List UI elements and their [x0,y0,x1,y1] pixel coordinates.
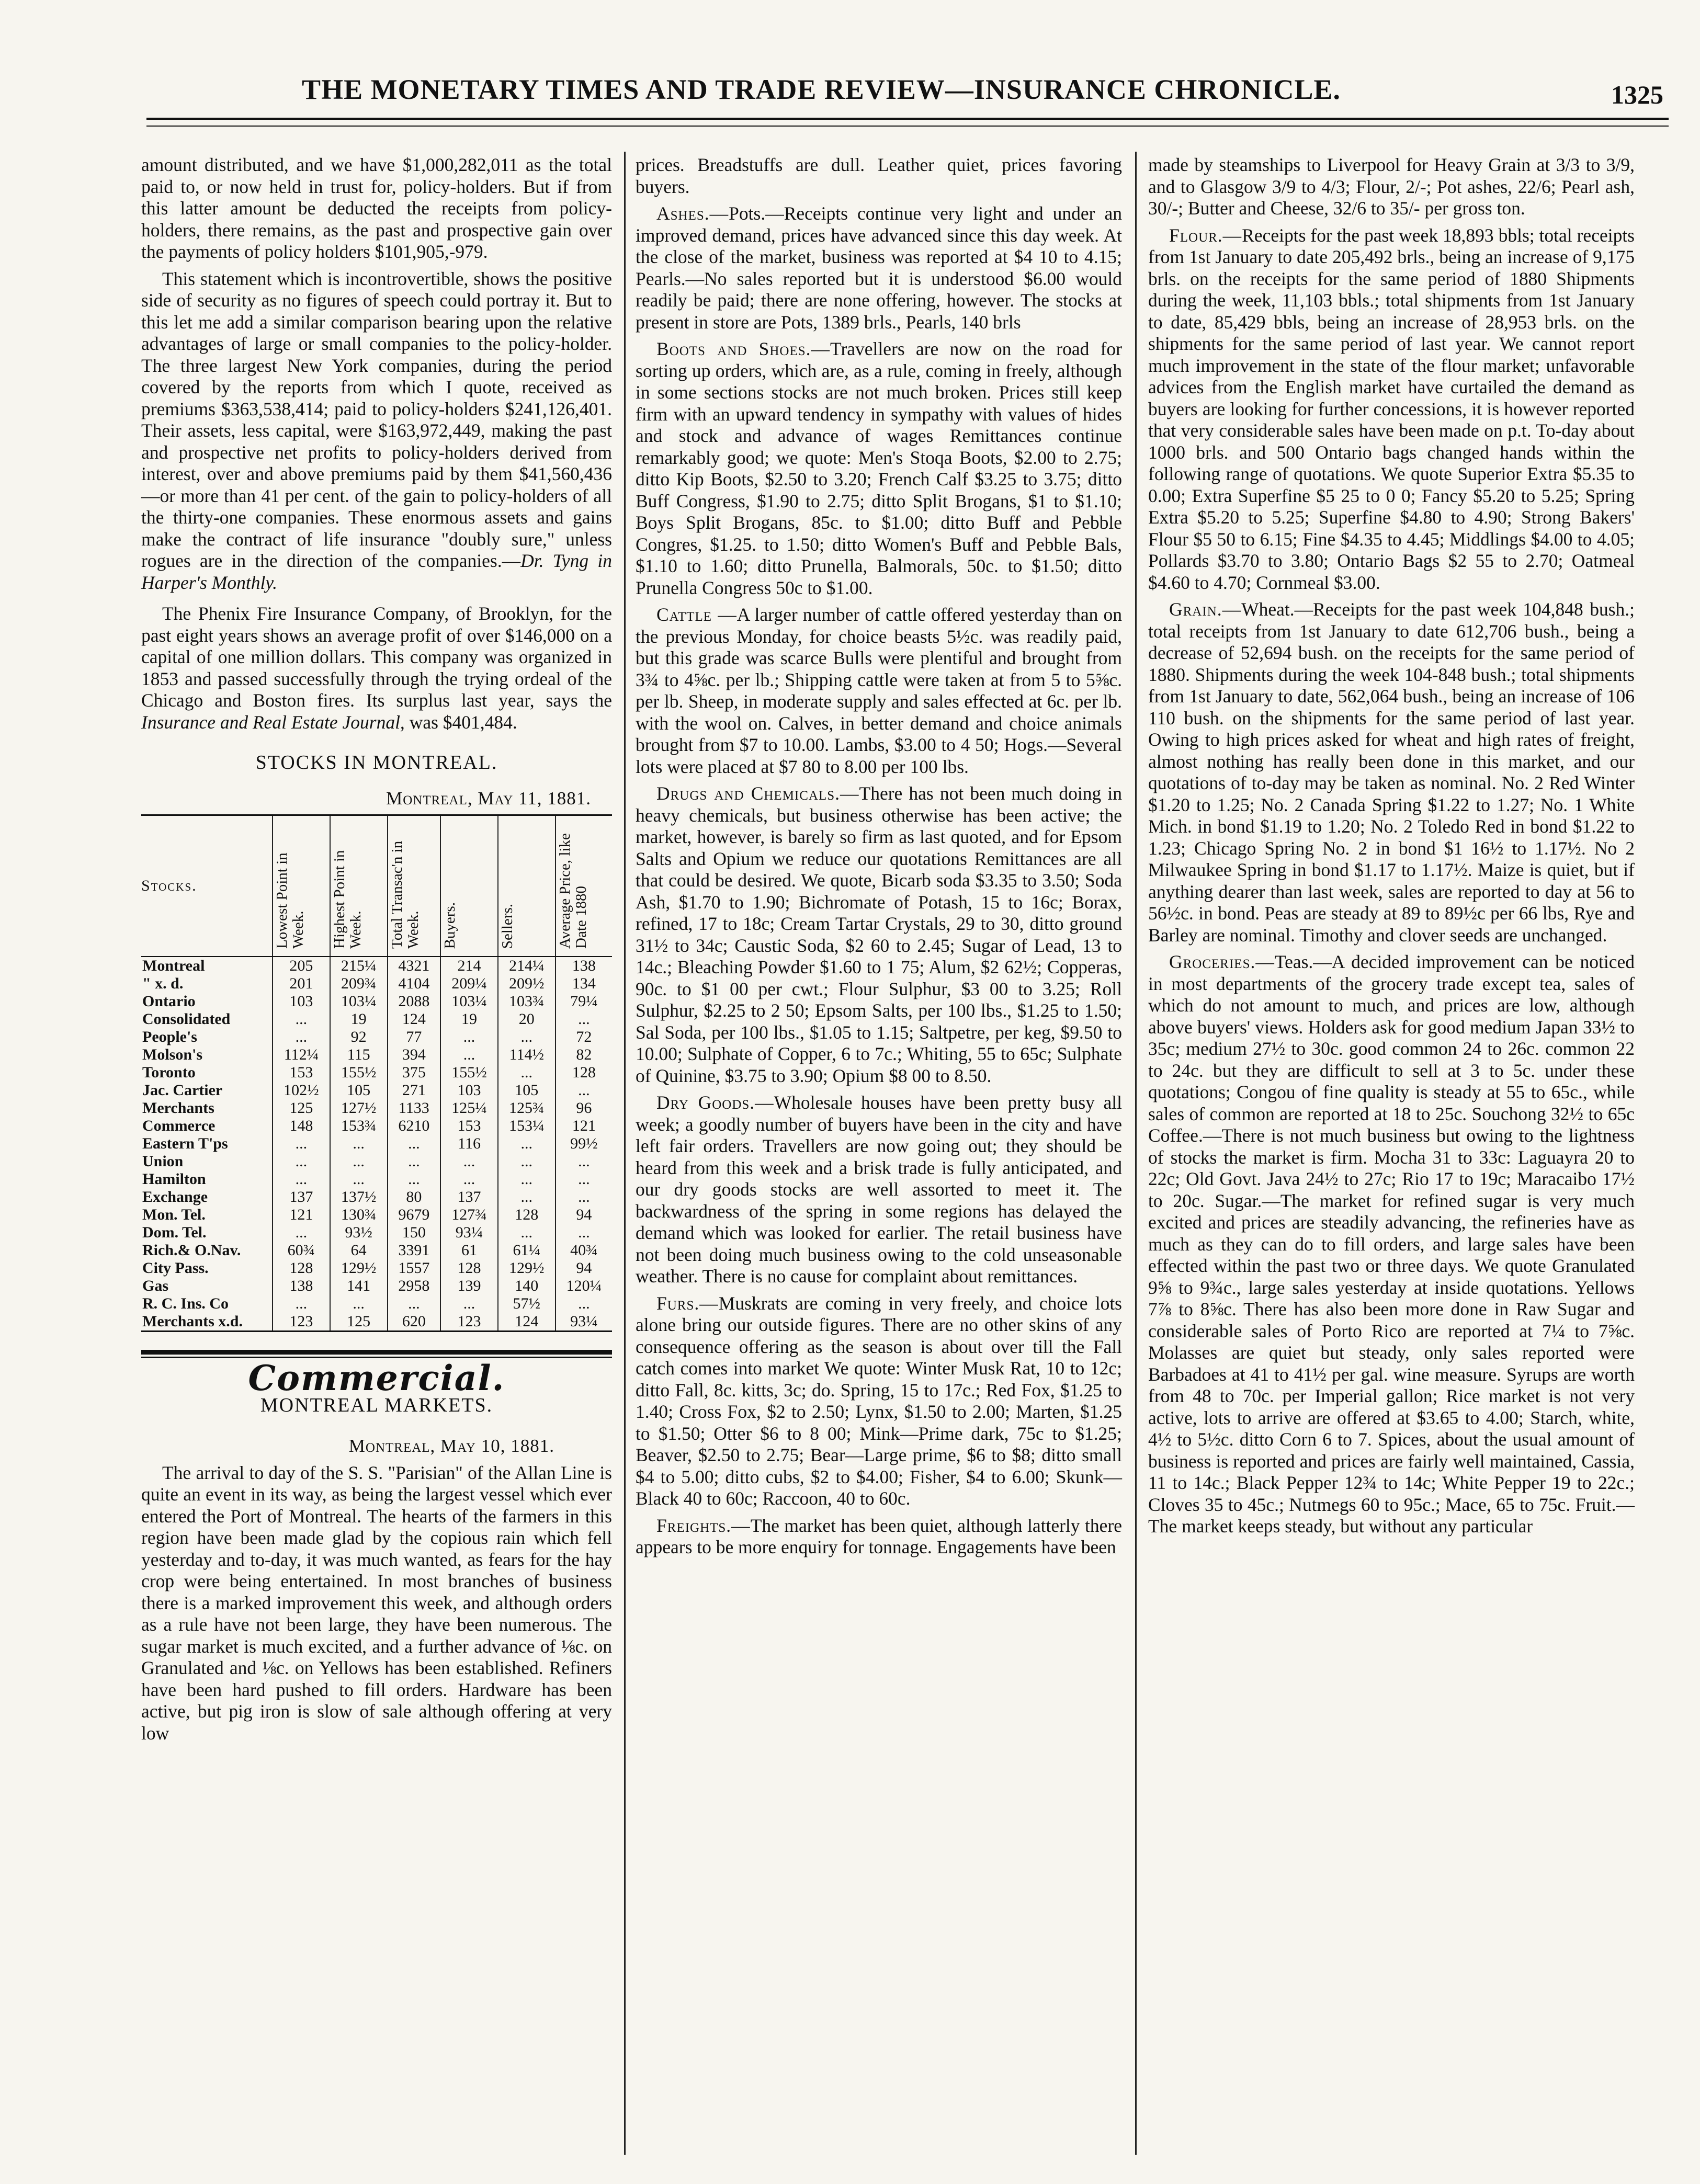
stock-name-cell: " x. d. [142,975,184,992]
stock-name-cell: Ontario [142,993,196,1010]
stock-name-cell: Merchants x.d. [141,1313,273,1332]
stock-value-cell: 205 [273,957,330,975]
stock-value-cell: 103¼ [440,993,498,1010]
stock-value-cell: 4104 [388,975,441,993]
stock-value-cell: 96 [556,1099,612,1117]
stock-value-cell: 103 [440,1082,498,1099]
stock-value-cell: 127½ [330,1099,388,1117]
stock-value-cell: 137½ [330,1188,388,1206]
stock-value-cell: 64 [330,1242,388,1259]
stocks-table [141,814,612,1332]
table-row [141,1242,612,1259]
stock-value-cell: 129½ [498,1259,556,1277]
stock-value-cell: 214¼ [498,957,556,975]
stock-value-cell: 140 [498,1277,556,1295]
stock-value-cell: ... [388,1295,441,1313]
masthead-title: THE MONETARY TIMES AND TRADE REVIEW—INSURANCE CHRONICLE. [302,74,1341,105]
table-row [141,1082,612,1099]
stock-value-cell: 103¾ [498,993,556,1010]
grain-heading: Grain.— [1169,599,1242,620]
stock-value-cell: 139 [440,1277,498,1295]
stock-value-cell: 153¼ [498,1117,556,1135]
stocks-table-body [141,957,612,1332]
stock-value-cell: 121 [556,1117,612,1135]
grain-text: Wheat.—Receipts for the past week 104,848 bush.; total receipts from 1st January to date 612,706 bush., being a decrease of 52,694 bush. on the receipts for the same period of 1880. Shipments during the week 104-848 bush.; total shipments from 1st January to date, 562,064 bush., being an increase of 106 110 bush. on the shipments for the same period of last year. Owing to high prices asked for wheat and high rates of freight, almost nothing has really been done in this market, and our quotations of to-day may be taken as nominal. No. 2 Red Winter $1.20 to 1.25; No. 2 Canada Spring $1.22 to 1.27; No. 1 White Mich. in bond $1.19 to 1.20; No. 2 Toledo Red in bond $1.22 to 1.23; Chicago Spring No. 2 in bond $1 16½ to 1.17½. No 2 Milwaukee Spring in bond $1.17 to 1.17½. Maize is quiet, but if anything dearer than last week, sales are reported to day at 56 to 56½c. in bond. Peas are steady at 89 to 89½c per 66 lbs, Rye and Barley are nominal. Timothy and clover seeds are unchanged. [1148,599,1635,946]
stock-value-cell: 120¼ [556,1277,612,1295]
stock-value-cell: 99½ [556,1135,612,1153]
flour-paragraph [1148,225,1635,594]
header-highest: Highest Point in Week. [330,815,388,957]
freights-heading: Freights.— [656,1515,751,1536]
table-row [141,1224,612,1242]
table-row [141,1206,612,1224]
header-lowest: Lowest Point in Week. [273,815,330,957]
stock-value-cell: 123 [273,1313,330,1332]
dry-goods-paragraph [636,1092,1122,1288]
stock-value-cell: ... [388,1170,441,1188]
stock-value-cell: 6210 [388,1117,441,1135]
phenix-paragraph [141,603,612,733]
stock-value-cell: 2088 [388,993,441,1010]
stocks-dateline: Montreal, May 11, 1881. [386,788,591,809]
stock-value-cell: 125 [330,1313,388,1332]
stock-value-cell: 138 [273,1277,330,1295]
commercial-heading: Commercial. [248,1358,505,1398]
stock-value-cell: 209½ [498,975,556,993]
stock-value-cell: 94 [556,1259,612,1277]
insurance-paragraph-2 [141,268,612,594]
furs-text: Muskrats are coming in very freely, and choice lots alone bring our outside figures. There are no other skins of any consequence offering as the season is about over till the Fall catch comes into market We quote: Winter Musk Rat, 10 to 12c; ditto Fall, 8c. kitts, 3c; do. Spring, 15 to 17c.; Red Fox, $1.25 to 1.40; Cross Fox, $2 to 2.50; Lynx, $1.50 to 2.00; Marten, $1.25 to $1.50; Otter $6 to 8 00; Mink—Prime dark, 75c to $1.25; Beaver, $2.50 to 2.75; Bear—Large prime, $6 to $8; ditto small $4 to 5.00; ditto cubs, $2 to $4.00; Fisher, $4 to 6.00; Skunk—Black 40 to 60c; Raccoon, 40 to 60c. [636,1292,1122,1509]
stock-value-cell: 92 [330,1028,388,1046]
column-3 [1148,154,1635,1543]
stocks-table-header [141,815,612,957]
stock-value-cell: ... [498,1224,556,1242]
stock-value-cell: ... [388,1153,441,1170]
dry-goods-text: Wholesale houses have been pretty busy all week; a goodly number of buyers have been in the city and have left fair orders. Travellers are now going out; they should be heard from this week and a brisk trade is fully anticipated, and our dry goods stocks are well assorted to meet it. The backwardness of the spring in some regions has delayed the demand which was looked for earlier. The retail business have not been doing much business owing to the cold unseasonable weather. There is no cause for complaint about remittances. [636,1092,1122,1287]
markets-heading: MONTREAL MARKETS. [260,1394,493,1416]
stock-value-cell: 620 [388,1313,441,1332]
stock-value-cell: 61 [440,1242,498,1259]
stock-value-cell: 125 [273,1099,330,1117]
stock-value-cell: 394 [388,1046,441,1064]
stock-value-cell: 60¾ [273,1242,330,1259]
page-header [152,68,1669,115]
column-divider-1 [624,152,626,2155]
dry-goods-heading: Dry Goods.— [656,1092,774,1113]
stock-value-cell: 93¼ [440,1224,498,1242]
table-row [141,1295,612,1313]
stock-value-cell: 3391 [388,1242,441,1259]
stock-value-cell: 19 [330,1010,388,1028]
stock-value-cell: 79¼ [556,993,612,1010]
stock-value-cell: 134 [556,975,612,993]
stock-name-cell: Union [142,1153,184,1170]
stock-value-cell: ... [556,1010,612,1028]
ashes-heading: Ashes.— [656,203,729,224]
freights-continued: made by steamships to Liverpool for Heavy Grain at 3/3 to 3/9, and to Glasgow 3/9 to 4/3; Flour, 2/-; Pot ashes, 22/6; Pearl ash, 30/-; Butter and Cheese, 32/6 to 35/- per gross ton. [1148,154,1635,219]
stock-value-cell: 2958 [388,1277,441,1295]
stock-value-cell: ... [498,1188,556,1206]
stock-value-cell: 102½ [273,1082,330,1099]
commercial-rule-thick [141,1350,612,1355]
flour-heading: Flour.— [1169,224,1242,246]
stock-value-cell: 155½ [440,1064,498,1082]
stock-value-cell: 114½ [498,1046,556,1064]
stock-value-cell: 201 [273,975,330,993]
header-sellers: Sellers. [498,815,556,957]
stock-value-cell: 128 [556,1064,612,1082]
stock-value-cell: 121 [273,1206,330,1224]
stock-name-cell: Merchants [142,1099,214,1117]
stock-value-cell: ... [498,1153,556,1170]
table-row [141,975,612,993]
stock-value-cell: ... [440,1170,498,1188]
stock-value-cell: 375 [388,1064,441,1082]
stock-value-cell: ... [498,1064,556,1082]
stock-name-cell: Exchange [142,1188,208,1205]
phenix-paragraph-text: The Phenix Fire Insurance Company, of Brooklyn, for the past eight years shows an average profit of over $146,000 on a capital of one million dollars. This company was organized in 1853 and passed successfully through the trying ordeal of the Chicago and Boston fires. Its surplus last year, says the [141,603,612,711]
stock-value-cell: 77 [388,1028,441,1046]
table-row [141,1064,612,1082]
flour-text: Receipts for the past week 18,893 bbls; total receipts from 1st January to date 205,492 brls., being an increase of 9,175 brls. on the receipts for the same period of 1880 Shipments during the week, 11,103 bbls.; total shipments from 1st January to date, 85,429 bbls, being an increase of 28,953 brls. on the shipments for the same period of last year. We cannot report much improvement in the state of the flour market; unfavorable advices from the English market have curtailed the demand as buyers are looking for further concessions, it is however reported that very considerable sales have been made on p.t. To-day about 1000 brls. and 500 Ontario bags changed hands within the following range of quotations. We quote Superior Extra $5.35 to 0.00; Extra Superfine $5 25 to 0 0; Fancy $5.20 to 5.25; Spring Extra $5.20 to 5.25; Superfine $4.80 to 4.90; Strong Bakers' Flour $5 50 to 6.15; Fine $4.35 to 4.45; Middlings $4.00 to 4.05; Pollards $3.70 to 3.80; Ontario Bags $2 55 to 2.70; Oatmeal $4.60 to 4.70; Cornmeal $3.00. [1148,224,1635,593]
table-row [141,1117,612,1135]
freights-text: The market has been quiet, although latterly there appears to be more enquiry for tonnage. Engagements have been [636,1515,1122,1557]
boots-heading: Boots and Shoes.— [656,338,831,359]
stock-value-cell: ... [330,1153,388,1170]
stock-value-cell: 93½ [330,1224,388,1242]
stock-value-cell: ... [440,1046,498,1064]
stock-value-cell: 128 [273,1259,330,1277]
stock-name-cell: Rich.& O.Nav. [142,1242,241,1259]
stock-value-cell: 148 [273,1117,330,1135]
stock-name-cell: Jac. Cartier [142,1082,223,1099]
insurance-paragraph-2-source: Dr. Tyng in Harper's Monthly. [141,550,613,593]
stock-value-cell: 150 [388,1224,441,1242]
table-row [141,1153,612,1170]
stock-value-cell: 125¼ [440,1099,498,1117]
stock-value-cell: 129½ [330,1259,388,1277]
stock-value-cell: ... [273,1135,330,1153]
stock-value-cell: 137 [440,1188,498,1206]
stock-value-cell: 128 [498,1206,556,1224]
stock-value-cell: 214 [440,957,498,975]
stock-value-cell: 4321 [388,957,441,975]
stock-value-cell: ... [556,1153,612,1170]
stock-value-cell: ... [556,1295,612,1313]
stock-value-cell: 141 [330,1277,388,1295]
stock-value-cell: ... [556,1224,612,1242]
column-1 [141,154,612,1749]
table-row [141,993,612,1010]
table-row [141,1099,612,1117]
cattle-text: A larger number of cattle offered yesterday than on the previous Monday, for choice beasts 5½c. was readily paid, but this grade was scarce Bulls were plentiful and brought from 3¾ to 4⅝c. per lb.; Shipping cattle were taken at from 5 to 5⅝c. per lb. Sheep, in moderate supply and sales effected at 6c. per lb. with the wool on. Calves, in better demand and choice animals brought from $7 to 10.00. Lambs, $3.00 to 4 50; Hogs.—Several lots were placed at $7 80 to 8.00 per 100 lbs. [636,604,1123,777]
stock-value-cell: 9679 [388,1206,441,1224]
stock-name-cell: Dom. Tel. [142,1224,207,1241]
table-row [141,957,612,975]
stock-value-cell: 103 [273,993,330,1010]
stock-value-cell: 127¾ [440,1206,498,1224]
groceries-heading: Groceries.— [1169,951,1275,972]
stock-value-cell: 61¼ [498,1242,556,1259]
stock-value-cell: 155½ [330,1064,388,1082]
stock-value-cell: 138 [556,957,612,975]
stock-value-cell: ... [556,1082,612,1099]
stock-value-cell: ... [388,1135,441,1153]
groceries-text: Teas.—A decided improvement can be noticed in most departments of the grocery trade except tea, sales of which do not amount to much, and prices are low, although above buyers' views. Holders ask for good medium Japan 33½ to 35c; medium 27½ to 30c. good common 24 to 26c. common 22 to 24c. but they are difficult to sell at 3 to 5c. under these quotations; Congou of fine quality is steady at 55 to 65c., while sales of common are reported at 18 to 25c. Souchong 32½ to 65c Coffee.—There is not much business but owing to the lightness of stocks the market is firm. Mocha 31 to 33c: Laguayra 20 to 22c; Old Govt. Java 24½ to 27c; Rio 17 to 19c; Maracaibo 17½ to 20c. Sugar.—The market for refined sugar is very much excited and prices are steadily advancing, the refineries have as much as they can do to fill orders, and large sales have been effected within the past two or three days. We quote Granulated 9⅝ to 9¾c., large sales yesterday at inside quotations. Yellows 7⅞ to 8⅝c. There has also been more done in Raw Sugar and considerable sales of Porto Rico are reported at 7¼ to 7⅝c. Molasses are quiet but steady, only sales reported were Barbadoes at 41 to 41½ per gal. wine measure. Syrups are worth from 48 to 70c. per Imperial gallon; Rice market is not very active, lots to arrive are offered at $3.65 to 4.00; Starch, white, 4½ to 5½c. ditto Corn 6 to 7. Spices, about the usual amount of business is reported and prices are fairly well maintained, Cassia, 11 to 14c.; Black Pepper 12¾ to 14c; White Pepper 19 to 22c.; Cloves 35 to 45c.; Nutmegs 60 to 95c.; Mace, 65 to 75c. Fruit.—The market keeps steady, but without any particular [1148,951,1635,1537]
stock-value-cell: 19 [440,1010,498,1028]
stock-value-cell: 94 [556,1206,612,1224]
stock-value-cell: 124 [388,1010,441,1028]
stock-name-cell: Toronto [142,1064,196,1081]
stock-value-cell: ... [273,1224,330,1242]
stock-value-cell: ... [556,1170,612,1188]
column-2 [636,154,1122,1564]
stock-value-cell: 215¼ [330,957,388,975]
stock-value-cell: ... [498,1028,556,1046]
insurance-paragraph-1: amount distributed, and we have $1,000,282,011 as the total paid to, or now held in trust for, policy-holders. But if from this latter amount be deducted the receipts from policy-holders, there remains, as the past and prospective gain over the payments of policy holders $101,905,-979. [141,154,612,262]
stock-value-cell: 125¾ [498,1099,556,1117]
table-row [141,1135,612,1153]
groceries-paragraph [1148,951,1635,1538]
stock-value-cell: 105 [330,1082,388,1099]
drugs-text: There has not been much doing in heavy chemicals, but business otherwise has been active; the market, however, is barely so firm as last quoted, and for Epsom Salts and Opium we reduce our quotations Remittances are all that could be desired. We quote, Bicarb soda $3.35 to 3.50; Soda Ash, $1.70 to 1.90; Bichromate of Potash, 15 to 16c; Borax, refined, 17 to 18c; Cream Tartar Crystals, 29 to 30, ditto ground 31½ to 34c; Caustic Soda, $2 60 to 2.45; Sugar of Lead, 13 to 14c.; Bleaching Powder $1.60 to 1 75; Alum, $2 62½; Copperas, 90c. to $1 00 per cwt.; Flour Sulphur, $3 00 to 3.25; Roll Sulphur, $2.25 to 2 50; Epsom Salts, per 100 lbs., $1.25 to 1.50; Sal Soda, per 100 lbs., $1.05 to 1.15; Saltpetre, per keg, $9.50 to 10.00; Sulphate of Copper, 6 to 7c.; Whiting, 55 to 65c; Sulphate of Quinine, $3.75 to 3.90; Opium $8 00 to 8.50. [636,783,1122,1086]
stock-value-cell: ... [330,1295,388,1313]
stock-value-cell: ... [440,1028,498,1046]
stock-value-cell: ... [498,1170,556,1188]
stock-value-cell: 123 [440,1313,498,1332]
boots-paragraph [636,338,1122,599]
stock-value-cell: 105 [498,1082,556,1099]
stock-name-cell: Consolidated [142,1010,231,1028]
table-row [141,1170,612,1188]
stock-value-cell: 103¼ [330,993,388,1010]
drugs-paragraph [636,783,1122,1087]
table-row [141,1046,612,1064]
ashes-paragraph [636,203,1122,333]
stock-value-cell: 153 [273,1064,330,1082]
phenix-paragraph-source: Insurance and Real Estate Journal, [141,711,405,733]
stock-value-cell: 112¼ [273,1046,330,1064]
stock-value-cell: 82 [556,1046,612,1064]
stock-value-cell: 130¾ [330,1206,388,1224]
insurance-paragraph-2-text: This statement which is incontrovertible, shows the positive side of security as no figures of speech could portray it. But to this let me add a similar comparison bearing upon the relative advantages of large or small companies to the policy-holder. The three largest New York companies, during the period covered by the reports from which I quote, received as premiums $363,538,414; paid to policy-holders $241,126,401. Their assets, less capital, were $163,972,449, making the past and prospective net profits to policy-holders derived from interest, over and above premiums paid by them $41,560,436—or more than 41 per cent. of the gain to policy-holders of all the thirty-one companies. These enormous assets and gains make the contract of life insurance "doubly sure," unless rogues are in the direction of the companies.— [141,268,612,571]
stock-name-cell: Mon. Tel. [142,1206,206,1223]
stock-value-cell: 124 [498,1313,556,1332]
stock-value-cell: 153¾ [330,1117,388,1135]
stock-name-cell: Hamilton [142,1170,206,1188]
header-average: Average Price, like Date 1880 [556,815,612,957]
stock-value-cell: 57½ [498,1295,556,1313]
stock-value-cell: 128 [440,1259,498,1277]
ashes-text: Pots.—Receipts continue very light and under an improved demand, prices have advanced since this day week. At the close of the market, business was reported at $4 10 to 4.15; Pearls.—No sales reported but it is understood $6.00 would readily be paid; there are none offering, however. The stocks at present in store are Pots, 1389 brls., Pearls, 140 brls [636,203,1122,333]
stock-value-cell: ... [273,1295,330,1313]
stock-value-cell: ... [273,1028,330,1046]
stock-value-cell: 93¼ [556,1313,612,1332]
stock-name-cell: R. C. Ins. Co [142,1295,229,1312]
header-buyers: Buyers. [440,815,498,957]
boots-text: Travellers are now on the road for sorting up orders, which are, as a rule, coming in freely, although in some sections stocks are not much broken. Prices still keep firm with an upward tendency in sympathy with values of hides and stock and advance of wages Remittances continue remarkably good; we quote: Men's Stoqa Boots, $2.00 to 2.75; ditto Kip Boots, $2.50 to 3.20; French Calf $3.25 to 3.75; ditto Buff Congress, $1.90 to 2.75; ditto Split Brogans, $1 to $1.10; Boys Split Brogans, 85c. to $1.00; ditto Buff and Pebble Congres, $1.25. to 1.50; ditto Women's Buff and Pebble Bals, $1.10 to 1.60; ditto Prunella, Balmorals, 50c. to $1.50; ditto Prunella Congress 50c to $1.00. [636,338,1122,598]
column-divider-2 [1135,152,1137,2155]
stock-name-cell: Eastern T'ps [142,1135,228,1152]
cattle-heading: Cattle — [656,604,737,625]
stock-value-cell: 40¾ [556,1242,612,1259]
table-row [141,1188,612,1206]
stock-value-cell: 137 [273,1188,330,1206]
markets-dateline: Montreal, May 10, 1881. [348,1436,554,1456]
stock-name-cell: People's [142,1028,197,1045]
stock-value-cell: 271 [388,1082,441,1099]
stock-name-cell: Montreal [142,957,205,974]
stock-value-cell: 116 [440,1135,498,1153]
stock-name-cell: Commerce [142,1117,216,1134]
page-number: 1325 [1611,80,1663,109]
header-rule-top [146,118,1669,120]
stock-name-cell: Gas [142,1277,169,1294]
stock-value-cell: 115 [330,1046,388,1064]
stock-value-cell: 80 [388,1188,441,1206]
stock-value-cell: ... [330,1135,388,1153]
stock-value-cell: ... [330,1170,388,1188]
stock-value-cell: 1557 [388,1259,441,1277]
stock-value-cell: 153 [440,1117,498,1135]
freights-paragraph [636,1515,1122,1559]
stock-value-cell: ... [273,1010,330,1028]
stock-value-cell: ... [440,1153,498,1170]
stock-name-cell: Molson's [142,1046,203,1063]
table-row [141,1277,612,1295]
stock-value-cell: 209¼ [440,975,498,993]
furs-paragraph [636,1293,1122,1510]
cattle-paragraph [636,604,1122,778]
header-stocks: Stocks. [141,815,273,957]
table-row [141,1010,612,1028]
stock-value-cell: 1133 [388,1099,441,1117]
table-row [141,1313,612,1332]
grain-paragraph [1148,599,1635,946]
drugs-heading: Drugs and Chemicals.— [656,783,859,804]
stock-value-cell: ... [273,1170,330,1188]
stock-value-cell: ... [556,1188,612,1206]
header-total: Total Transac'n in Week. [388,815,441,957]
phenix-paragraph-end: was $401,484. [409,711,517,733]
stock-value-cell: 72 [556,1028,612,1046]
stock-value-cell: 20 [498,1010,556,1028]
stock-value-cell: ... [273,1153,330,1170]
stock-value-cell: ... [440,1295,498,1313]
table-row [141,1028,612,1046]
furs-heading: Furs.— [656,1292,719,1314]
table-row [141,1259,612,1277]
stock-name-cell: City Pass. [142,1259,209,1277]
markets-paragraph: The arrival to day of the S. S. "Parisian" of the Allan Line is quite an event in its way, as being the largest vessel which ever entered the Port of Montreal. The hearts of the farmers in this region have been made glad by the copious rain which fell yesterday and to-day, it was much wanted, as fears for the hay crop were being entertained. In most branches of business there is a marked improvement this week, and although orders as a rule have not been large, they have been numerous. The sugar market is much excited, and a further advance of ⅛c. on Granulated and ⅛c. on Yellows has been established. Refiners have been hard pushed to fill orders. Hardware has been active, but pig iron is slow of sale although offering at very low [141,1462,612,1744]
markets-continued: prices. Breadstuffs are dull. Leather quiet, prices favoring buyers. [636,154,1122,197]
stock-value-cell: 209¾ [330,975,388,993]
stock-value-cell: ... [498,1135,556,1153]
header-rule-bottom [146,126,1669,127]
stocks-heading: STOCKS IN MONTREAL. [255,752,498,774]
